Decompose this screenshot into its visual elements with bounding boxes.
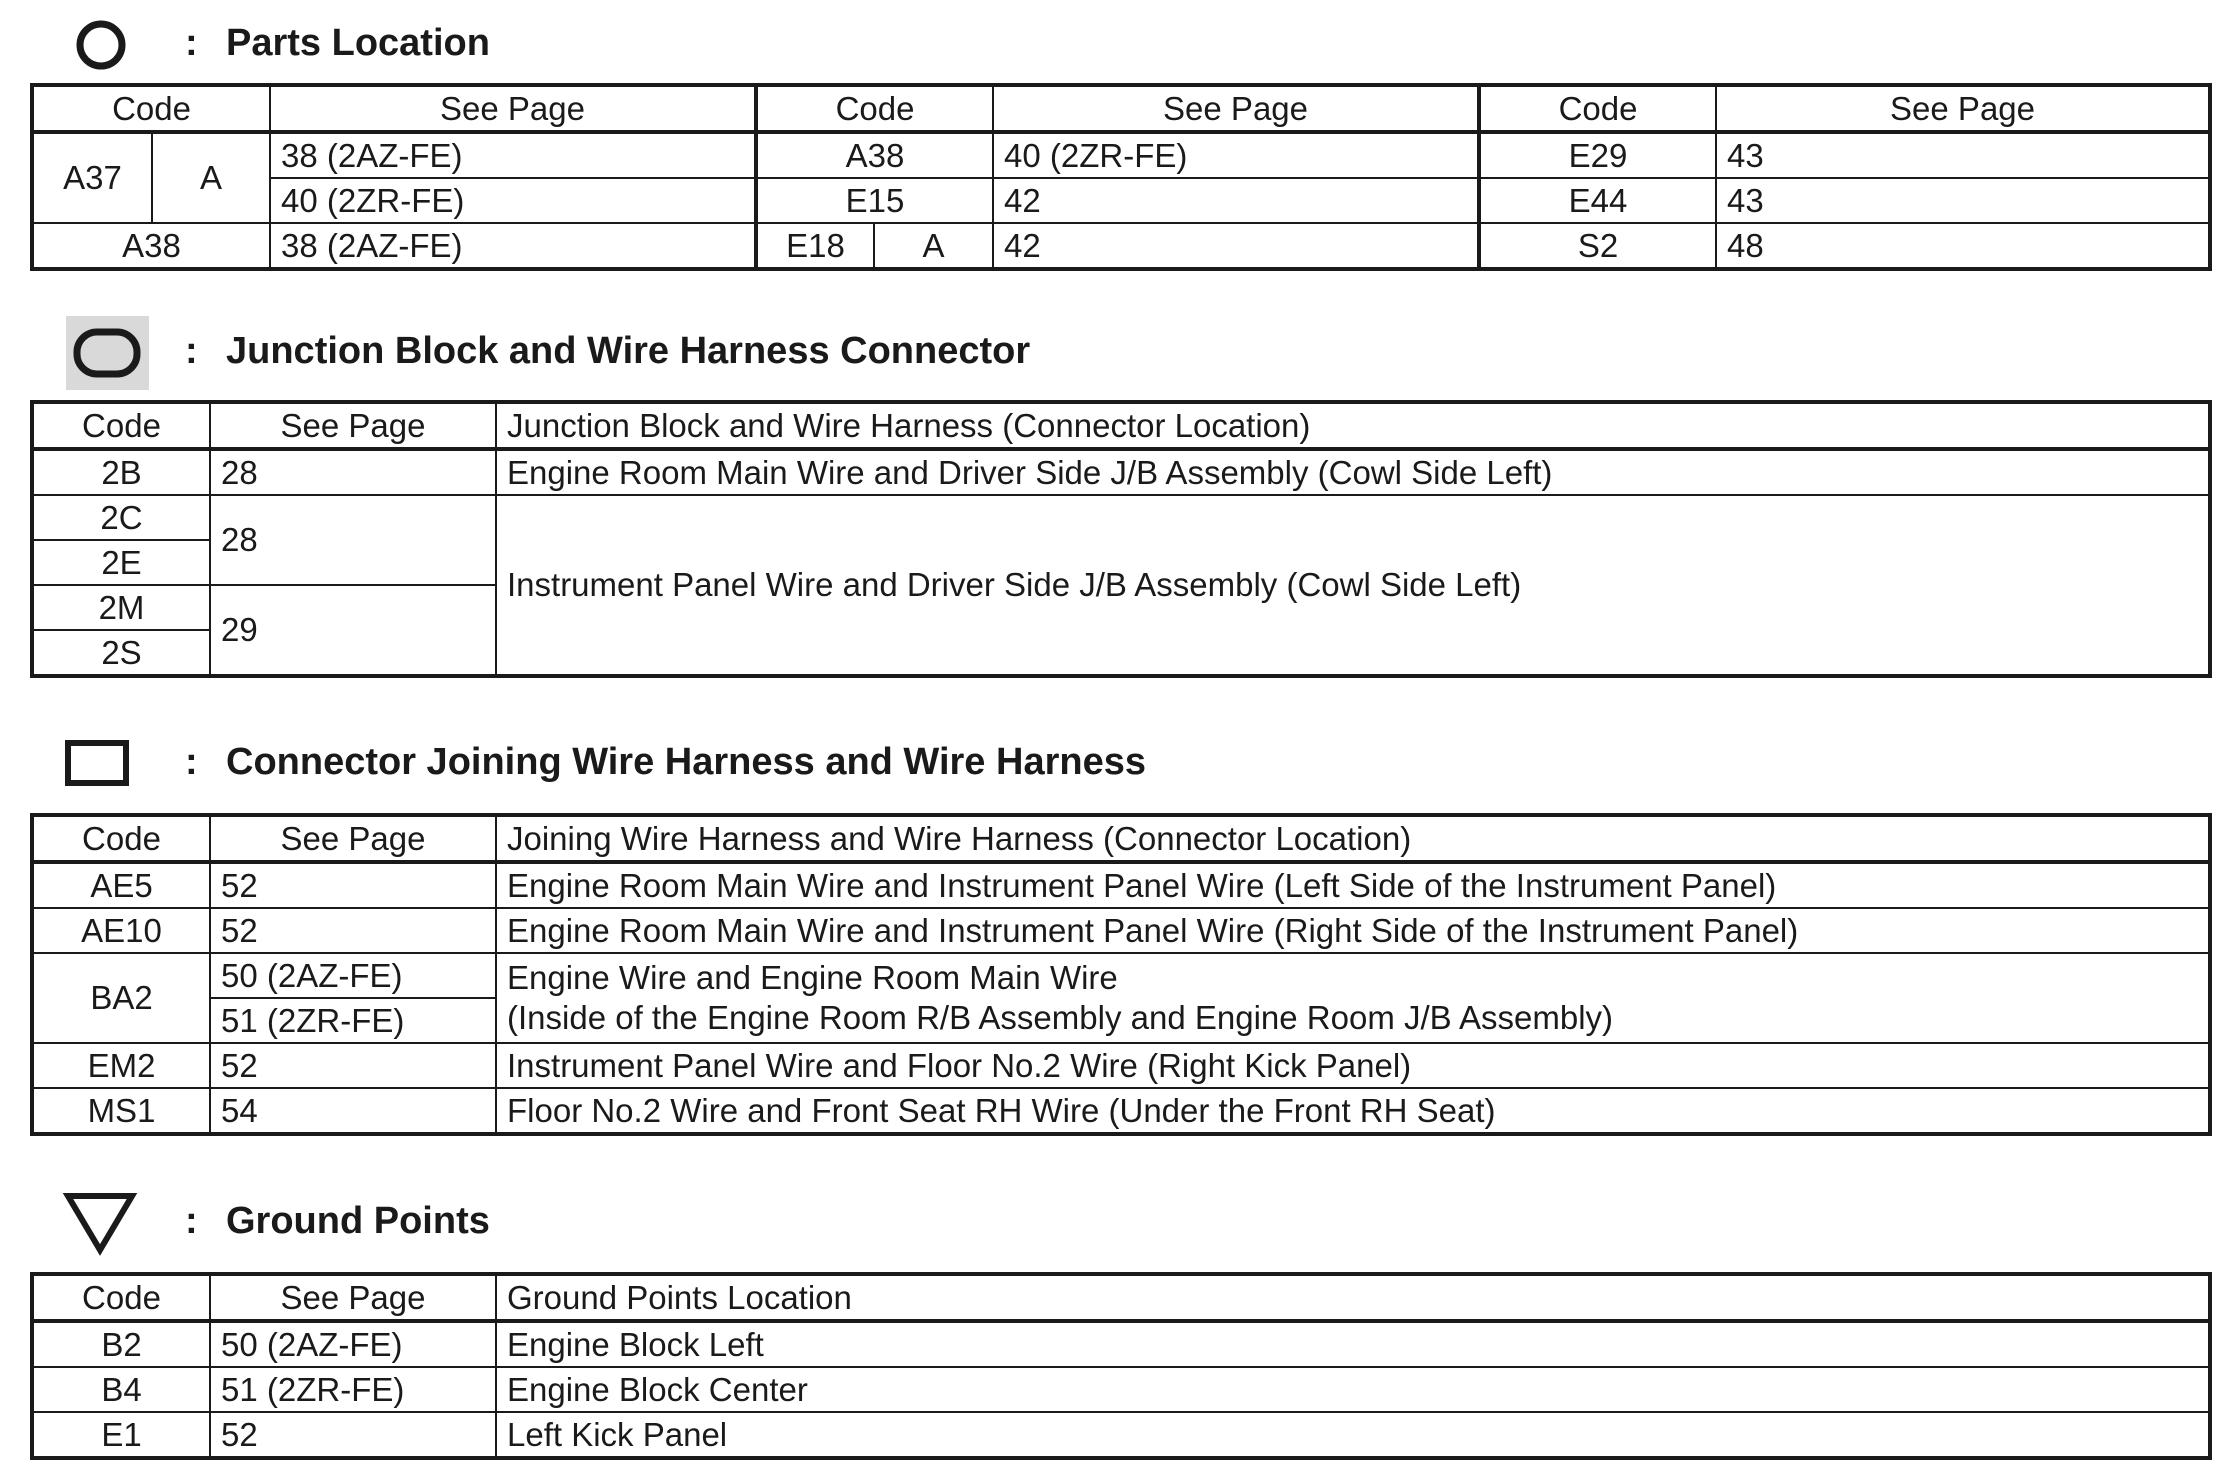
table-row xyxy=(32,1367,2210,1412)
header-code: Code xyxy=(1479,85,1716,132)
page-cell: 29 xyxy=(210,585,496,676)
header-see-page: See Page xyxy=(210,815,496,862)
circle-icon xyxy=(76,20,126,70)
code-cell: A38 xyxy=(756,132,993,178)
code-cell: 2M xyxy=(32,585,210,630)
table-header-row xyxy=(32,1274,2210,1321)
table-row xyxy=(32,953,2210,998)
table-row xyxy=(32,908,2210,953)
header-see-page: See Page xyxy=(210,1274,496,1321)
page-cell: 51 (2ZR-FE) xyxy=(210,1367,496,1412)
code-cell: E29 xyxy=(1479,132,1716,178)
header-see-page: See Page xyxy=(1716,85,2210,132)
code-cell: 2C xyxy=(32,495,210,540)
page-cell: 52 xyxy=(210,862,496,908)
header-see-page: See Page xyxy=(993,85,1479,132)
page-cell: 28 xyxy=(210,495,496,585)
header-code: Code xyxy=(32,85,270,132)
location-cell: Engine Room Main Wire and Instrument Panel Wire (Left Side of the Instrument Panel) xyxy=(496,862,2210,908)
section-title: Junction Block and Wire Harness Connector xyxy=(226,330,1031,372)
code-sub-cell: A xyxy=(152,132,270,223)
code-cell: EM2 xyxy=(32,1043,210,1088)
code-cell: AE5 xyxy=(32,862,210,908)
code-cell: A38 xyxy=(32,223,270,269)
code-cell: A37 xyxy=(32,132,152,223)
section-title: Parts Location xyxy=(226,22,490,64)
table-row xyxy=(32,178,2210,223)
section-title: Ground Points xyxy=(226,1200,490,1242)
code-cell: AE10 xyxy=(32,908,210,953)
location-cell: Floor No.2 Wire and Front Seat RH Wire (Under the Front RH Seat) xyxy=(496,1088,2210,1134)
page-cell: 51 (2ZR-FE) xyxy=(210,998,496,1043)
page-cell: 52 xyxy=(210,1412,496,1458)
triangle-down-icon xyxy=(62,1190,138,1256)
page-cell: 43 xyxy=(1716,132,2210,178)
code-cell: S2 xyxy=(1479,223,1716,269)
header-location: Joining Wire Harness and Wire Harness (Connector Location) xyxy=(496,815,2210,862)
header-location: Junction Block and Wire Harness (Connector Location) xyxy=(496,402,2210,449)
location-cell: Instrument Panel Wire and Driver Side J/B Assembly (Cowl Side Left) xyxy=(496,495,2210,676)
table-header-row xyxy=(32,815,2210,862)
heading-colon: : xyxy=(185,330,198,372)
location-cell: Engine Block Left xyxy=(496,1321,2210,1367)
header-code: Code xyxy=(32,402,210,449)
table-row xyxy=(32,132,2210,178)
code-cell: E44 xyxy=(1479,178,1716,223)
parts-location-heading xyxy=(0,0,2228,80)
header-code: Code xyxy=(32,1274,210,1321)
page-cell: 38 (2AZ-FE) xyxy=(270,223,756,269)
header-see-page: See Page xyxy=(210,402,496,449)
code-cell: 2E xyxy=(32,540,210,585)
table-header-row xyxy=(32,402,2210,449)
page-cell: 43 xyxy=(1716,178,2210,223)
rectangle-icon xyxy=(64,739,130,789)
page-cell: 40 (2ZR-FE) xyxy=(993,132,1479,178)
location-cell: Engine Block Center xyxy=(496,1367,2210,1412)
header-code: Code xyxy=(32,815,210,862)
page-cell: 28 xyxy=(210,449,496,495)
parts-location-table xyxy=(30,83,2212,271)
table-row xyxy=(32,495,2210,540)
code-cell: B4 xyxy=(32,1367,210,1412)
code-cell: E18 xyxy=(756,223,874,269)
location-cell xyxy=(496,953,2210,1043)
page-cell: 54 xyxy=(210,1088,496,1134)
page-cell: 38 (2AZ-FE) xyxy=(270,132,756,178)
location-line: Engine Wire and Engine Room Main Wire xyxy=(507,959,1118,997)
header-code: Code xyxy=(756,85,993,132)
connector-heading xyxy=(0,723,2228,803)
code-cell: BA2 xyxy=(32,953,210,1043)
table-row xyxy=(32,1043,2210,1088)
page-cell: 40 (2ZR-FE) xyxy=(270,178,756,223)
table-row xyxy=(32,862,2210,908)
code-sub-cell: A xyxy=(874,223,993,269)
code-cell: MS1 xyxy=(32,1088,210,1134)
page-cell: 52 xyxy=(210,1043,496,1088)
code-cell: 2B xyxy=(32,449,210,495)
table-row xyxy=(32,1412,2210,1458)
heading-colon: : xyxy=(185,1200,198,1242)
page-cell: 50 (2AZ-FE) xyxy=(210,953,496,998)
heading-colon: : xyxy=(185,22,198,64)
heading-colon: : xyxy=(185,741,198,783)
code-cell: B2 xyxy=(32,1321,210,1367)
code-cell: E15 xyxy=(756,178,993,223)
location-line: (Inside of the Engine Room R/B Assembly and Engine Room J/B Assembly) xyxy=(507,999,1614,1036)
location-cell: Engine Room Main Wire and Driver Side J/B Assembly (Cowl Side Left) xyxy=(496,449,2210,495)
table-header-row xyxy=(32,85,2210,132)
page-cell: 48 xyxy=(1716,223,2210,269)
header-location: Ground Points Location xyxy=(496,1274,2210,1321)
page-cell: 42 xyxy=(993,178,1479,223)
location-cell: Instrument Panel Wire and Floor No.2 Wire (Right Kick Panel) xyxy=(496,1043,2210,1088)
connector-table xyxy=(30,813,2212,1136)
page-cell: 52 xyxy=(210,908,496,953)
section-title: Connector Joining Wire Harness and Wire Harness xyxy=(226,741,1146,783)
ground-heading xyxy=(0,1180,2228,1260)
code-cell: E1 xyxy=(32,1412,210,1458)
ground-table xyxy=(30,1272,2212,1460)
junction-heading xyxy=(0,310,2228,390)
page-cell: 50 (2AZ-FE) xyxy=(210,1321,496,1367)
table-row xyxy=(32,1088,2210,1134)
header-see-page: See Page xyxy=(270,85,756,132)
code-cell: 2S xyxy=(32,630,210,676)
rounded-rect-icon xyxy=(72,326,142,380)
page-cell: 42 xyxy=(993,223,1479,269)
table-row xyxy=(32,223,2210,269)
location-cell: Left Kick Panel xyxy=(496,1412,2210,1458)
table-row xyxy=(32,1321,2210,1367)
table-row xyxy=(32,449,2210,495)
location-cell: Engine Room Main Wire and Instrument Panel Wire (Right Side of the Instrument Panel) xyxy=(496,908,2210,953)
junction-table xyxy=(30,400,2212,678)
